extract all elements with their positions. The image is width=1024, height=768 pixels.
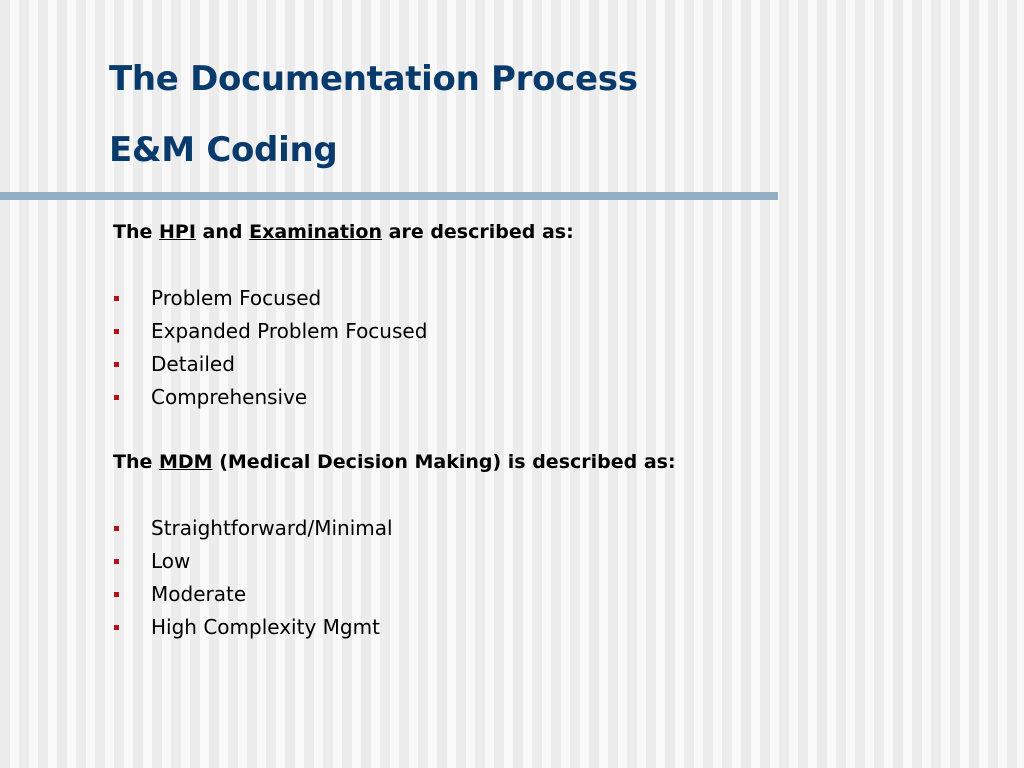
hpi-exam-levels-list xyxy=(113,286,427,418)
list-item-label: Expanded Problem Focused xyxy=(151,319,428,343)
intro-conjunction: and xyxy=(202,221,243,243)
list-item-label: Comprehensive xyxy=(151,385,308,409)
square-bullet-icon xyxy=(114,625,119,630)
intro-suffix: are described as: xyxy=(388,221,574,243)
slide-subtitle: E&M Coding xyxy=(109,130,338,170)
intro-prefix: The xyxy=(113,221,153,243)
square-bullet-icon xyxy=(114,362,119,367)
intro-suffix: (Medical Decision Making) is described as: xyxy=(219,451,676,473)
list-item-label: Moderate xyxy=(151,582,247,606)
title-divider xyxy=(0,192,778,200)
list-item-label: Problem Focused xyxy=(151,286,322,310)
square-bullet-icon xyxy=(114,329,119,334)
list-item xyxy=(113,385,427,418)
intro-prefix: The xyxy=(113,451,153,473)
square-bullet-icon xyxy=(114,395,119,400)
list-item xyxy=(113,286,427,319)
slide-title: The Documentation Process xyxy=(109,59,638,99)
list-item-label: Detailed xyxy=(151,352,235,376)
list-item xyxy=(113,549,393,582)
list-item-label: Low xyxy=(151,549,191,573)
square-bullet-icon xyxy=(114,296,119,301)
mdm-levels-list xyxy=(113,516,393,648)
mdm-term: MDM xyxy=(159,451,213,473)
square-bullet-icon xyxy=(114,592,119,597)
square-bullet-icon xyxy=(114,526,119,531)
list-item xyxy=(113,516,393,549)
list-item xyxy=(113,319,427,352)
mdm-intro xyxy=(113,451,676,473)
square-bullet-icon xyxy=(114,559,119,564)
hpi-term: HPI xyxy=(159,221,196,243)
list-item-label: High Complexity Mgmt xyxy=(151,615,380,639)
hpi-exam-intro xyxy=(113,221,574,243)
list-item xyxy=(113,352,427,385)
examination-term: Examination xyxy=(249,221,382,243)
list-item xyxy=(113,615,393,648)
list-item-label: Straightforward/Minimal xyxy=(151,516,393,540)
list-item xyxy=(113,582,393,615)
